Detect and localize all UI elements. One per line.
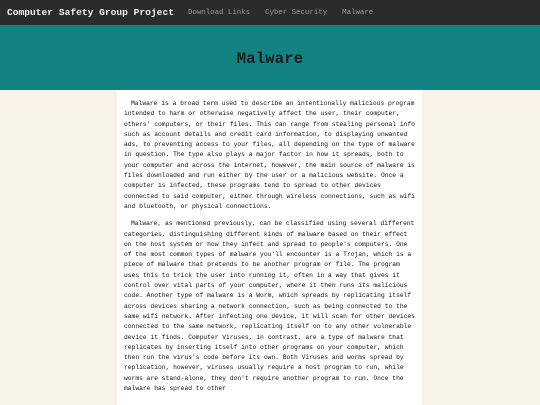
content-area <box>0 90 540 405</box>
article-panel <box>117 90 422 405</box>
page-title: Malware <box>236 49 304 68</box>
nav-link-malware[interactable]: Malware <box>342 8 374 17</box>
hero-banner <box>0 25 540 90</box>
nav-link-download-links[interactable]: Download Links <box>187 8 251 17</box>
article-paragraph: Malware, as mentioned previously, can be classified using several different categories, distinguishing different kinds of malware based on their effect on the host system or how they infect and spread to people's computers. One of the most common types of malware you'll encounter is a Trojan, which is a piece of malware that pretends to be another program or file. The program uses this to trick the user into running it, often in a way that gives it control over vital parts of your computer, where it then runs its malicious code. Another type of malware is a Worm, which spreads by replicating itself across devices sharing a network connection, such as being connected to the same wifi network. After infecting one device, it will scan for other devices connected to the same network, replicating itself on to any other vulnerable device it finds. Computer Viruses, in contrast, are a type of malware that replicates by inserting itself into other programs on your computer, which then run the virus's code before its own. Both Viruses and worms spread by replication, however, viruses usually require a host program to run, while worms are stand-alone, they don't require another program to run. Once the malware has spread to other <box>124 220 415 393</box>
nav-link-cyber-security[interactable]: Cyber Security <box>265 8 328 17</box>
article-paragraph: Malware is a broad term used to describe an intentionally malicious program intended to harm or otherwise negatively affect the user, their computer, others' computers, or their files. This can range from stealing personal info such as account details and credit card information, to displaying unwanted ads, to preventing access to your files, all depending on the type of malware in question. The type also plays a major factor in how it spreads, both to your computer and across the internet, however, the main source of malware is files downloaded and run either by the user or a malicious website. Once a computer is infected, these programs tend to spread to other devices connected to said computer, either through wireless connections, such as wifi and bluetooth, or physical connections. <box>124 100 415 210</box>
site-brand-link[interactable]: Computer Safety Group Project <box>7 7 174 18</box>
top-navbar <box>0 0 540 25</box>
